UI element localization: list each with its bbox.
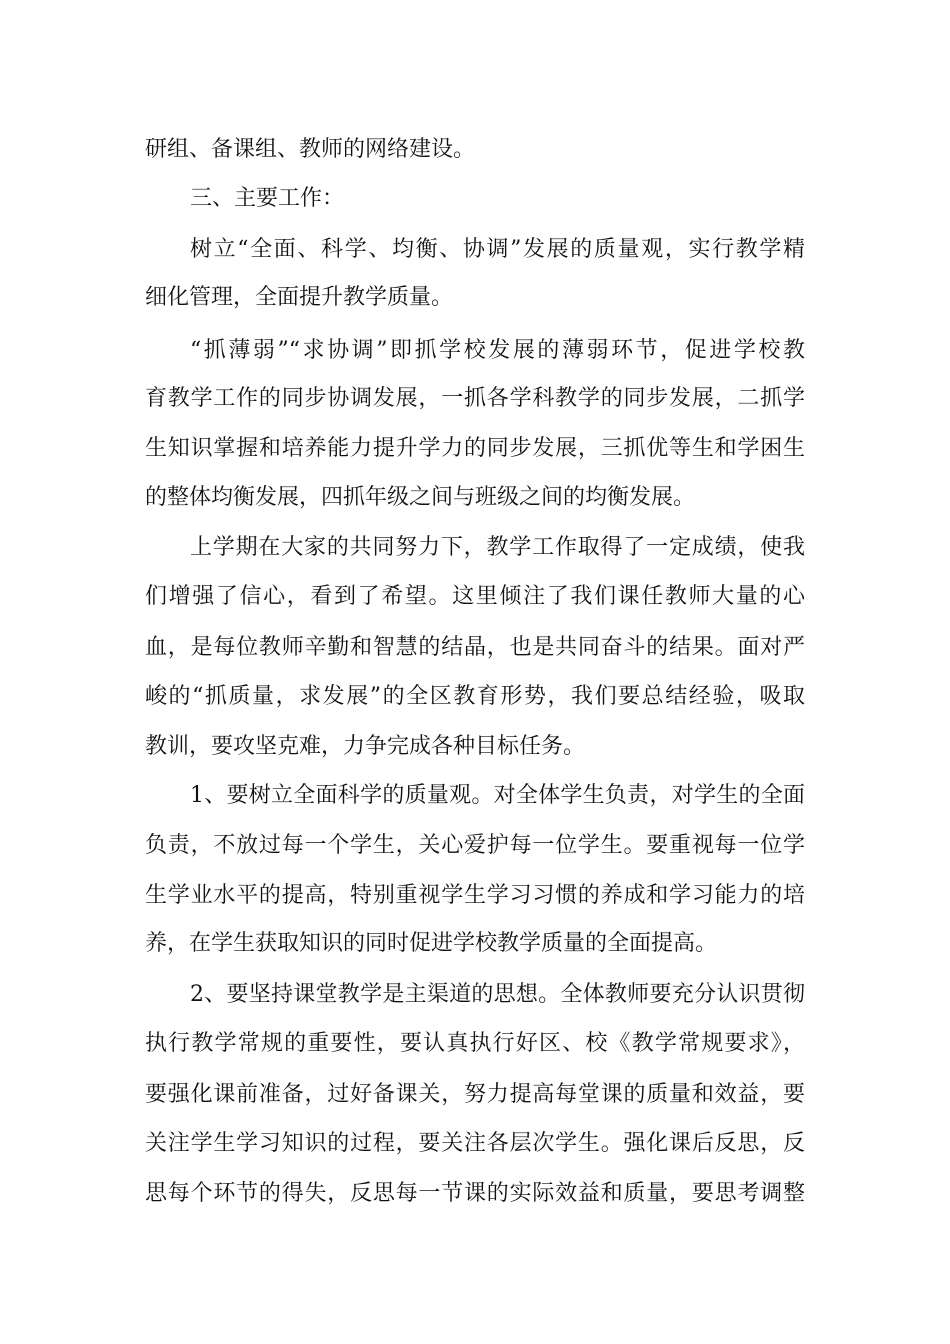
text-line: 血，是每位教师辛勤和智慧的结晶，也是共同奋斗的结果。面对严 [145,635,805,660]
text-line: 2、要坚持课堂教学是主渠道的思想。全体教师要充分认识贯彻 [190,982,805,1007]
text-line: 生学业水平的提高，特别重视学生学习习惯的养成和学习能力的培 [145,883,805,908]
text-line: 关注学生学习知识的过程，要关注各层次学生。强化课后反思，反 [145,1131,805,1156]
text-line: “抓薄弱”“求协调”即抓学校发展的薄弱环节，促进学校教 [190,338,805,363]
text-line: 育教学工作的同步协调发展，一抓各学科教学的同步发展，二抓学 [145,386,805,411]
text-line: 的整体均衡发展，四抓年级之间与班级之间的均衡发展。 [145,485,696,510]
text-line: 负责，不放过每一个学生，关心爱护每一位学生。要重视每一位学 [145,833,805,858]
text-line: 细化管理，全面提升教学质量。 [145,285,454,310]
text-line: 1、要树立全面科学的质量观。对全体学生负责，对学生的全面 [190,783,805,808]
text-line: 养，在学生获取知识的同时促进学校教学质量的全面提高。 [145,931,718,956]
text-line: 生知识掌握和培养能力提升学力的同步发展，三抓优等生和学困生 [145,436,805,461]
text-line: 思每个环节的得失，反思每一节课的实际效益和质量，要思考调整 [145,1181,805,1206]
text-line: 上学期在大家的共同努力下，教学工作取得了一定成绩，使我 [190,535,805,560]
text-line: 研组、备课组、教师的网络建设。 [145,137,476,162]
text-line: 要强化课前准备，过好备课关，努力提高每堂课的质量和效益，要 [145,1082,805,1107]
text-line: 树立“全面、科学、均衡、协调”发展的质量观，实行教学精 [190,237,805,262]
text-line: 们增强了信心，看到了希望。这里倾注了我们课任教师大量的心 [145,584,805,609]
text-line: 教训，要攻坚克难，力争完成各种目标任务。 [145,734,586,759]
section-heading: 三、主要工作： [190,186,345,211]
text-line: 执行教学常规的重要性，要认真执行好区、校《教学常规要求》， [145,1031,805,1056]
text-line: 峻的“抓质量，求发展”的全区教育形势，我们要总结经验，吸取 [145,684,805,709]
